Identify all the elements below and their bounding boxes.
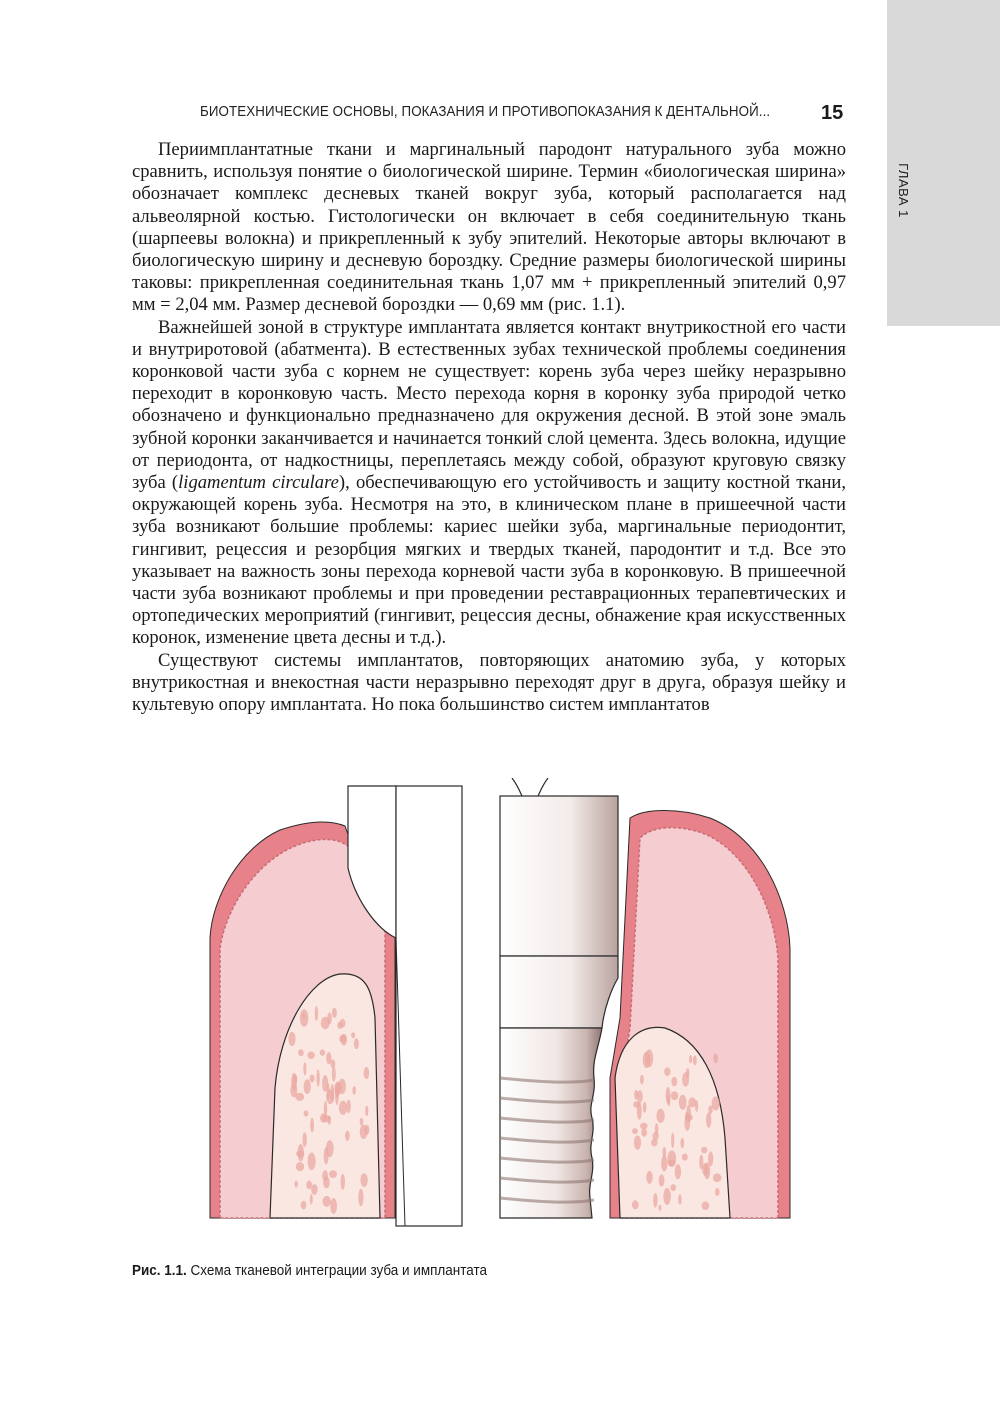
bone-spot: [337, 1022, 342, 1029]
implant-neck: [500, 956, 618, 1028]
bone-spot: [360, 1118, 364, 1126]
bone-spot: [288, 1032, 295, 1046]
bone-spot: [634, 1135, 641, 1149]
tooth-root: [396, 786, 462, 1226]
abutment: [500, 796, 618, 956]
bone-spot: [311, 1184, 318, 1195]
latin-term: ligamentum circulare: [178, 472, 339, 494]
bone-spot: [713, 1173, 722, 1182]
bone-spot: [651, 1139, 658, 1146]
abutment-top-marker: [512, 778, 548, 796]
bone-spot: [646, 1171, 652, 1184]
bone-spot: [320, 1049, 325, 1055]
page-number: 15: [821, 102, 844, 124]
bone-spot: [682, 1154, 688, 1161]
implant-diagram: [500, 778, 790, 1218]
bone-spot: [663, 1188, 671, 1205]
bone-spot: [671, 1077, 677, 1087]
bone-spot: [670, 1184, 676, 1191]
bone-spot: [310, 1194, 313, 1204]
bone-spot: [303, 1062, 306, 1075]
bone-spot: [322, 1115, 330, 1122]
bone-spot: [323, 1177, 330, 1189]
bone-spot: [713, 1053, 718, 1063]
bone-spot: [666, 1087, 671, 1104]
bone-spot: [682, 1072, 689, 1086]
bone-spot: [302, 1012, 305, 1018]
paragraph-2: [132, 317, 846, 650]
running-title: БИОТЕХНИЧЕСКИЕ ОСНОВЫ, ПОКАЗАНИЯ И ПРОТИВОПОКАЗАНИЯ К ДЕНТАЛЬНОЙ...: [200, 104, 771, 120]
bone-spot: [335, 1087, 339, 1105]
bone-spot: [296, 1162, 304, 1171]
bone-spot: [664, 1067, 670, 1076]
bone-spot: [316, 1069, 319, 1086]
bone-spot: [640, 1123, 648, 1130]
bone-spot: [364, 1067, 370, 1079]
bone-spot: [661, 1156, 667, 1172]
bone-spot: [330, 1198, 337, 1214]
caption-text: Схема тканевой интеграции зуба и имплантата: [186, 1263, 487, 1279]
bone-spot: [656, 1109, 664, 1123]
bone-spot: [321, 1017, 330, 1030]
bone-spot: [688, 1097, 696, 1107]
bone-spot: [341, 1174, 345, 1190]
bone-spot: [675, 1164, 681, 1179]
bone-spot: [699, 1155, 703, 1170]
bone-spot: [345, 1131, 350, 1141]
bone-spot: [701, 1147, 707, 1154]
bone-spot: [329, 1170, 337, 1178]
bone-spot: [671, 1091, 679, 1100]
bone-spot: [360, 1173, 367, 1187]
paragraph-3: Существуют системы имплантатов, повторяющих анатомию зуба, у которых внутрикостная и внекостная части неразрывно переходят друг в друга, образуя шейку и культевую опору имплантата. Но пока большинство систем имплантатов: [132, 649, 846, 716]
figure-caption: [132, 1263, 487, 1279]
bone-spot: [315, 1006, 318, 1021]
bone-spot: [330, 1059, 335, 1068]
bone-spot: [338, 1079, 346, 1094]
bone-spot: [326, 1140, 334, 1157]
bone-spot: [679, 1095, 687, 1110]
bone-spot: [668, 1160, 676, 1167]
bone-spot: [659, 1205, 662, 1211]
bone-spot: [295, 1181, 298, 1188]
bone-spot: [653, 1193, 657, 1208]
bone-spot: [304, 1110, 309, 1116]
bone-spot: [352, 1086, 356, 1095]
bone-spot: [303, 1132, 307, 1147]
bone-spot: [354, 1038, 359, 1049]
paragraph-2-part-1: Важнейшей зоной в структуре имплантата является контакт внутрикостной его части и внутриротовой (абатмента). В естественных зубах технической проблемы соединения коронковой части зуба с корнем не существует: корень зуба через шейку неразрывно переходит в коронковую часть. Место перехода корня в коронку зуба природой четко обозначено и функционально предназначено для окружения десной. В этой зоне эмаль зубной коронки заканчивается и начинается тонкий слой цемента. Здесь волокна, идущие от периодонта, от надкостницы, переплетаясь между собой, образуют круговую связку зуба (: [132, 316, 846, 494]
bone-spot: [306, 1180, 312, 1189]
bone-spot: [358, 1189, 363, 1206]
bone-spot: [702, 1201, 710, 1210]
bone-spot: [693, 1055, 697, 1065]
bone-spot: [655, 1123, 659, 1135]
bone-spot: [301, 1201, 307, 1210]
paragraph-2-part-2: ), обеспечивающую его устойчивость и защиту костной ткани, окружающей корень зуба. Несмотря на это, в клиническом плане в пришеечной части зуба возникают большие проблемы: кариес шейки зуба, маргинальные периодонтит, гингивит, рецессия и резорбция мягких и твердых тканей, пародонтит и т.д. Все это указывает на важность зоны перехода корневой части зуба в коронковую. В пришеечной части зуба возникают проблемы и при проведении реставрационных терапевтических и ортопедических мероприятий (гингивит, рецессия десны, обнажение края искусственных коронок, изменение цвета десны и т.д.).: [132, 472, 846, 649]
bone-spot: [307, 1052, 314, 1060]
bone-spot: [637, 1090, 643, 1102]
bone-spot: [332, 1067, 336, 1082]
natural-tooth-diagram: [210, 786, 462, 1226]
figure-tooth-implant-diagram: [200, 778, 800, 1228]
paragraph-1: Периимплантатные ткани и маргинальный пародонт натурального зуба можно сравнить, используя понятие о биологической ширине. Термин «биологическая ширина» обозначает комплекс десневых тканей вокруг зуба, который располагается над альвеолярной костью. Гистологически он включает в себя соединительную ткань (шарпеевы волокна) и прикрепленный к зубу эпителий. Некоторые авторы включают в биологическую ширину и десневую бороздку. Средние размеры биологической ширины таковы: прикрепленная соединительная ткань 1,07 мм + прикрепленный эпителий 0,97 мм = 2,04 мм. Размер десневой бороздки — 0,69 мм (рис. 1.1).: [132, 139, 846, 316]
bone-spot: [708, 1151, 713, 1166]
bone-spot: [364, 1125, 369, 1135]
bone-spot: [712, 1097, 720, 1111]
bone-spot: [685, 1114, 693, 1121]
body-text: [132, 139, 846, 716]
bone-spot: [346, 1100, 350, 1114]
bone-spot: [326, 1090, 334, 1105]
bone-spot: [297, 1144, 304, 1162]
bone-spot: [291, 1073, 297, 1091]
bone-spot: [706, 1112, 711, 1127]
bone-spot: [298, 1049, 304, 1056]
bone-spot: [689, 1055, 692, 1063]
bone-spot: [632, 1128, 638, 1134]
bone-spot: [310, 1118, 314, 1133]
bone-spot: [680, 1138, 684, 1149]
bone-spot: [304, 1079, 311, 1094]
chapter-label: ГЛАВА 1: [895, 162, 911, 218]
bone-spot: [632, 1200, 639, 1209]
bone-spot: [643, 1102, 647, 1113]
bone-spot: [310, 1075, 315, 1083]
bone-spot: [339, 1101, 347, 1115]
bone-spot: [641, 1128, 647, 1137]
bone-spot: [323, 1196, 331, 1207]
bone-spot: [715, 1188, 719, 1196]
bone-spot: [678, 1194, 682, 1204]
caption-label: Рис. 1.1.: [132, 1263, 187, 1279]
bone-spot: [339, 1035, 346, 1043]
bone-spot: [332, 1008, 337, 1018]
bone-spot: [308, 1153, 316, 1171]
bone-spot: [365, 1106, 368, 1117]
bone-spot: [322, 1075, 328, 1092]
bone-spot: [671, 1133, 674, 1148]
bone-spot: [643, 1052, 650, 1068]
bone-spot: [659, 1174, 665, 1186]
bone-spot: [351, 1032, 355, 1038]
bone-spot: [640, 1075, 644, 1085]
